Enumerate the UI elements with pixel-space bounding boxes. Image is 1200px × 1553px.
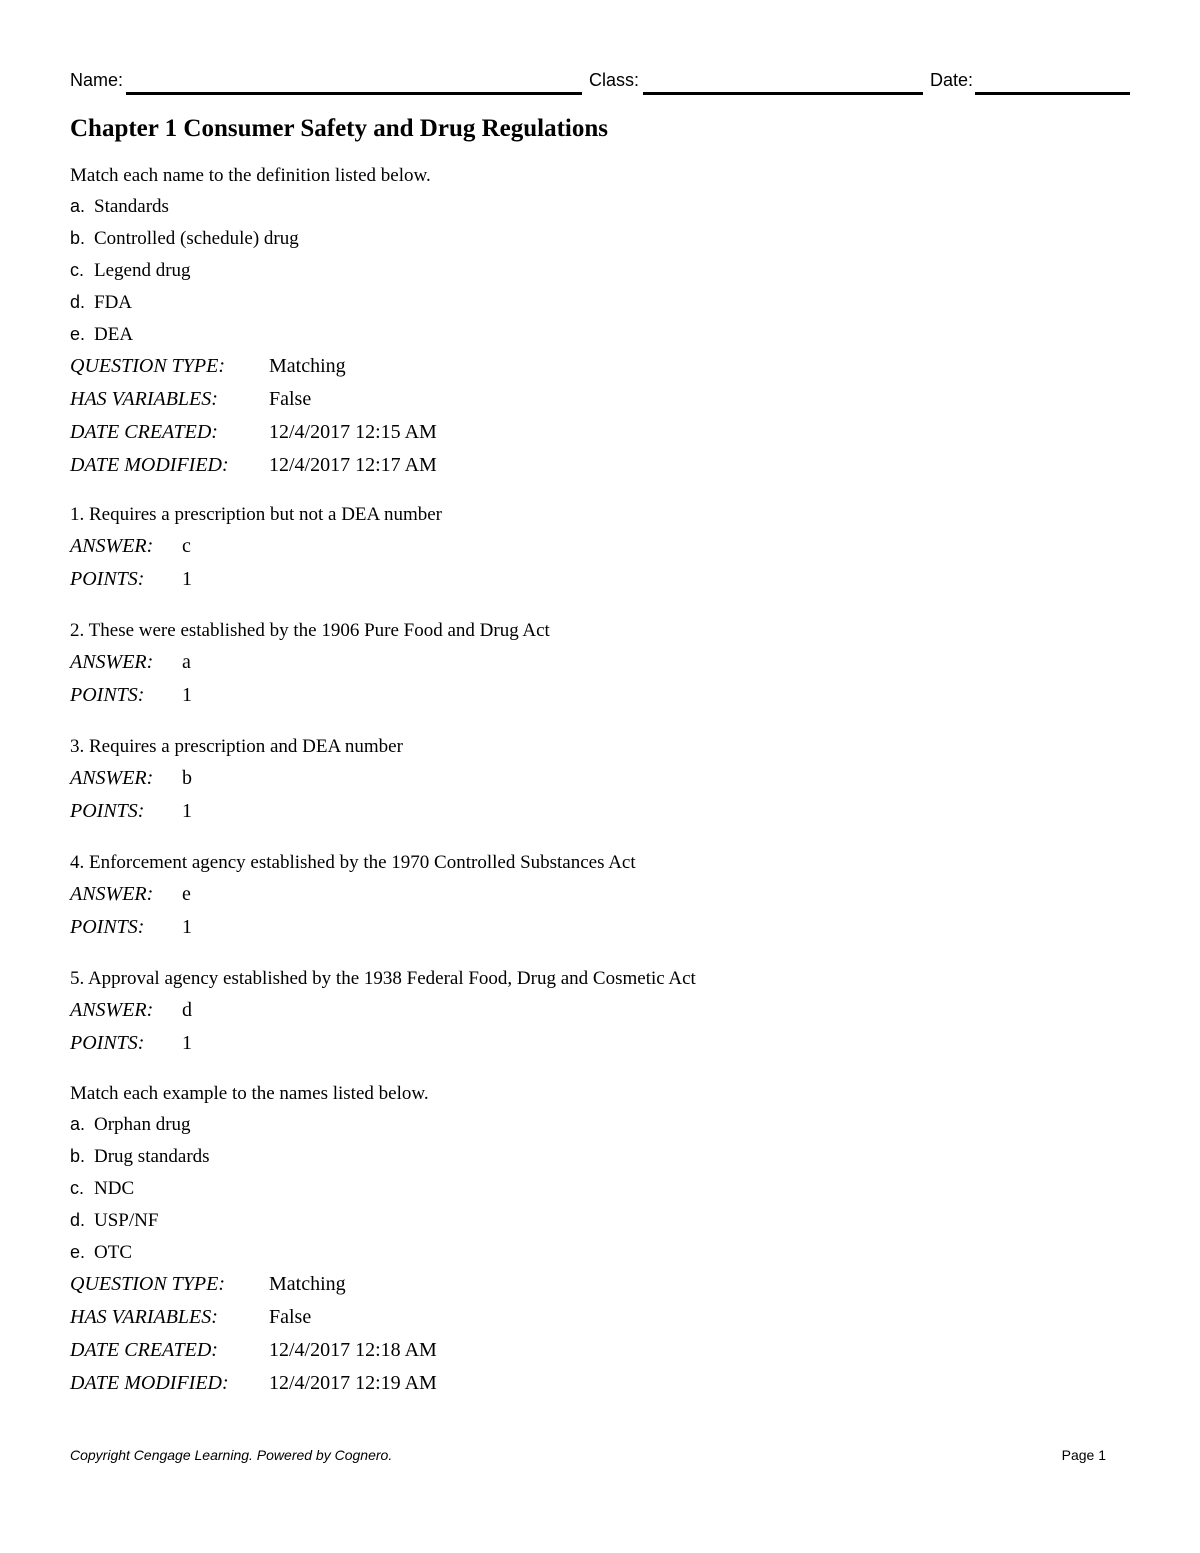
points-row: [70, 795, 1130, 828]
meta-row: [70, 350, 1130, 383]
meta-key: HAS VARIABLES:: [70, 1306, 218, 1328]
meta-row: [70, 449, 1130, 482]
question-item: [70, 964, 1130, 1060]
class-line: [643, 92, 923, 95]
name-line: [126, 92, 582, 95]
option-letter: b.: [70, 228, 86, 248]
option-item: [70, 190, 1130, 222]
answer-key: ANSWER:: [70, 883, 154, 905]
meta-row: [70, 416, 1130, 449]
points-row: [70, 911, 1130, 944]
meta-row: [70, 1268, 1130, 1301]
matching-section: [70, 1080, 1130, 1400]
option-item: [70, 1140, 1130, 1172]
answer-row: [70, 646, 1130, 679]
section-intro: Match each name to the definition listed below.: [70, 165, 431, 186]
answer-key: ANSWER:: [70, 999, 154, 1021]
section-intro: Match each example to the names listed below.: [70, 1083, 429, 1104]
name-label: Name:: [70, 70, 124, 90]
meta-key: DATE CREATED:: [70, 421, 218, 443]
meta-key: QUESTION TYPE:: [70, 1273, 226, 1295]
meta-key: DATE MODIFIED:: [70, 454, 229, 476]
option-letter: a.: [70, 196, 86, 216]
points-key: POINTS:: [70, 1032, 145, 1054]
question-item: [70, 848, 1130, 944]
question-item: [70, 732, 1130, 828]
option-text: USP/NF: [94, 1210, 159, 1231]
question-content: [70, 162, 1130, 1400]
meta-value: Matching: [269, 355, 346, 377]
option-item: [70, 286, 1130, 318]
option-text: Standards: [94, 196, 169, 217]
answer-key: ANSWER:: [70, 767, 154, 789]
answer-row: [70, 762, 1130, 795]
option-text: Drug standards: [94, 1146, 210, 1167]
option-item: [70, 222, 1130, 254]
option-item: [70, 1204, 1130, 1236]
option-text: Controlled (schedule) drug: [94, 228, 299, 249]
question-text: 2. These were established by the 1906 Pure Food and Drug Act: [70, 620, 550, 641]
points-value: 1: [182, 684, 192, 706]
option-item: [70, 1172, 1130, 1204]
answer-value: c: [182, 535, 191, 557]
points-value: 1: [182, 800, 192, 822]
class-label: Class:: [589, 70, 640, 90]
meta-value: False: [269, 1306, 312, 1328]
option-text: Legend drug: [94, 260, 191, 281]
option-letter: a.: [70, 1114, 86, 1134]
option-letter: e.: [70, 1242, 86, 1262]
header-fields: [70, 70, 1130, 96]
points-value: 1: [182, 1032, 192, 1054]
question-text: 4. Enforcement agency established by the 1970 Controlled Substances Act: [70, 852, 636, 873]
question-text: 5. Approval agency established by the 1938 Federal Food, Drug and Cosmetic Act: [70, 968, 696, 989]
option-text: Orphan drug: [94, 1114, 191, 1135]
option-item: [70, 254, 1130, 286]
option-letter: c.: [70, 1178, 85, 1198]
points-key: POINTS:: [70, 800, 145, 822]
meta-key: HAS VARIABLES:: [70, 388, 218, 410]
points-value: 1: [182, 916, 192, 938]
option-text: NDC: [94, 1178, 135, 1199]
meta-value: 12/4/2017 12:19 AM: [269, 1372, 437, 1394]
meta-value: 12/4/2017 12:17 AM: [269, 454, 437, 476]
option-item: [70, 1236, 1130, 1268]
page-title: Chapter 1 Consumer Safety and Drug Regulations: [70, 115, 609, 142]
answer-value: d: [182, 999, 192, 1021]
date-line: [975, 92, 1130, 95]
answer-row: [70, 530, 1130, 563]
option-text: FDA: [94, 292, 133, 313]
points-row: [70, 563, 1130, 596]
option-text: OTC: [94, 1242, 132, 1263]
meta-row: [70, 1334, 1130, 1367]
meta-key: DATE MODIFIED:: [70, 1372, 229, 1394]
answer-value: b: [182, 767, 192, 789]
option-letter: d.: [70, 1210, 86, 1230]
answer-key: ANSWER:: [70, 651, 154, 673]
option-item: [70, 318, 1130, 350]
meta-row: [70, 383, 1130, 416]
points-row: [70, 1027, 1130, 1060]
date-label: Date:: [930, 70, 974, 90]
question-item: [70, 500, 1130, 596]
meta-key: QUESTION TYPE:: [70, 355, 226, 377]
answer-value: a: [182, 651, 191, 673]
option-letter: e.: [70, 324, 86, 344]
points-key: POINTS:: [70, 684, 145, 706]
option-letter: b.: [70, 1146, 86, 1166]
question-text: 3. Requires a prescription and DEA number: [70, 736, 403, 757]
meta-value: 12/4/2017 12:15 AM: [269, 421, 437, 443]
answer-row: [70, 994, 1130, 1027]
option-item: [70, 1108, 1130, 1140]
points-key: POINTS:: [70, 568, 145, 590]
option-text: DEA: [94, 324, 134, 345]
page-number: Page 1: [1061, 1447, 1106, 1463]
points-row: [70, 679, 1130, 712]
meta-value: 12/4/2017 12:18 AM: [269, 1339, 437, 1361]
option-letter: c.: [70, 260, 85, 280]
answer-row: [70, 878, 1130, 911]
meta-value: Matching: [269, 1273, 346, 1295]
points-value: 1: [182, 568, 192, 590]
question-text: 1. Requires a prescription but not a DEA number: [70, 504, 443, 525]
meta-row: [70, 1301, 1130, 1334]
option-letter: d.: [70, 292, 86, 312]
points-key: POINTS:: [70, 916, 145, 938]
matching-section: [70, 162, 1130, 482]
answer-key: ANSWER:: [70, 535, 154, 557]
meta-value: False: [269, 388, 312, 410]
copyright-text: Copyright Cengage Learning. Powered by Cognero.: [70, 1447, 393, 1463]
question-item: [70, 616, 1130, 712]
answer-value: e: [182, 883, 191, 905]
meta-row: [70, 1367, 1130, 1400]
meta-key: DATE CREATED:: [70, 1339, 218, 1361]
